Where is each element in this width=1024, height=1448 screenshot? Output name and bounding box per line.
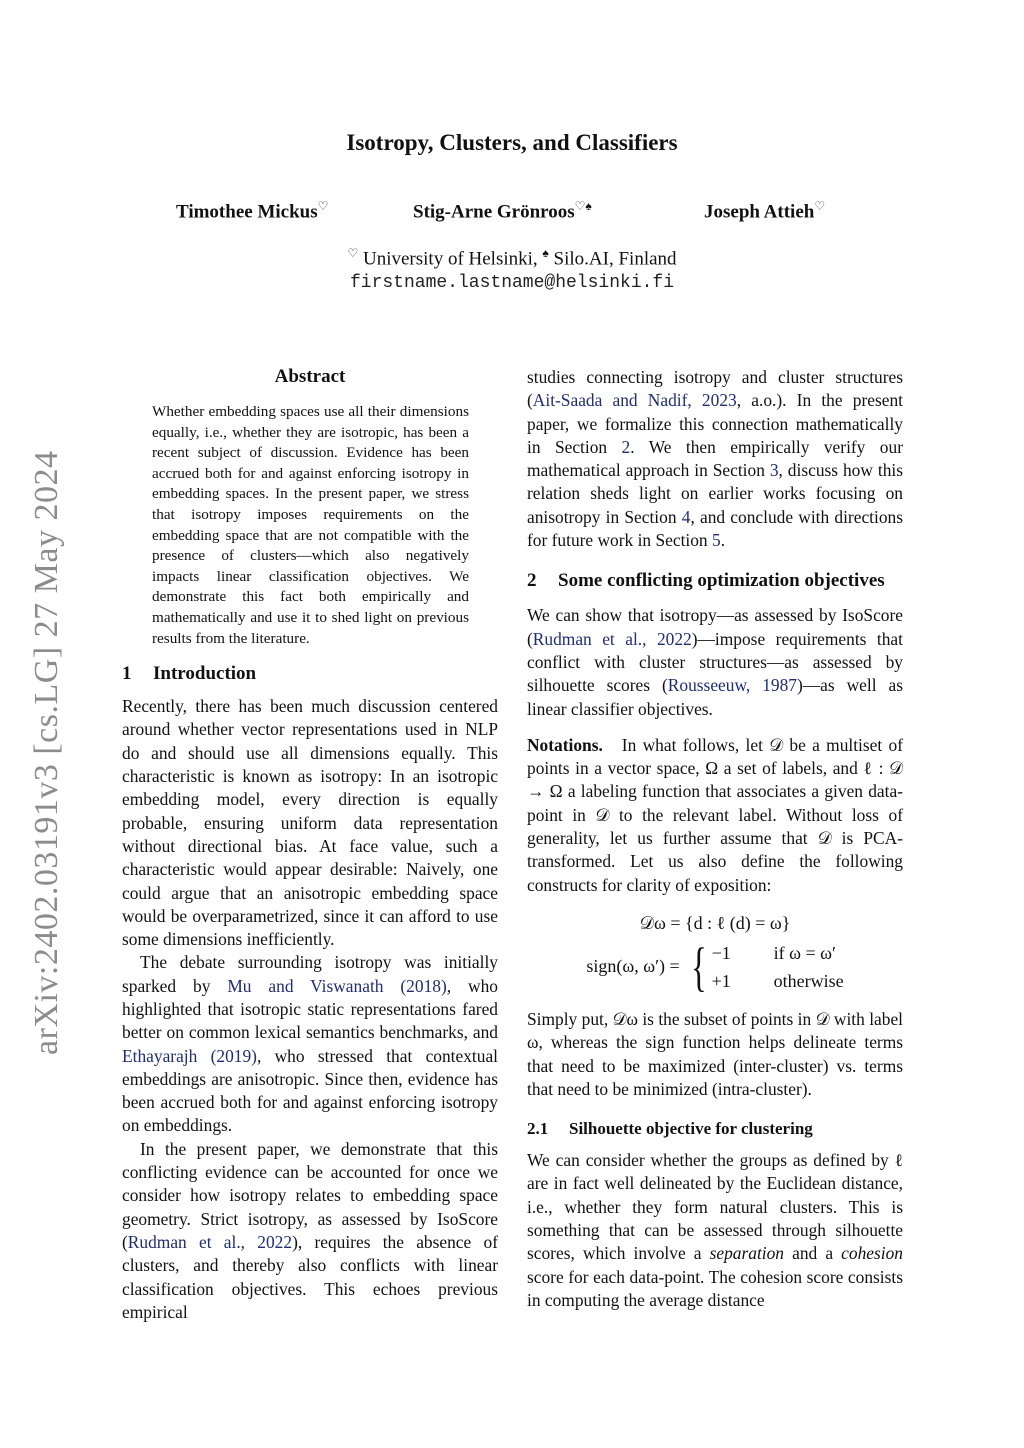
affiliation-mark: ♡♠ xyxy=(574,199,592,213)
affiliation-mark: ♡ xyxy=(814,199,826,213)
email-address: firstname.lastname@helsinki.fi xyxy=(349,273,675,293)
citation-link[interactable]: Rudman et al., 2022 xyxy=(532,628,692,649)
citation-link[interactable]: Ait-Saada and Nadif, 2023 xyxy=(532,390,737,411)
case-condition: otherwise xyxy=(773,970,844,991)
author-1 xyxy=(176,199,328,223)
section-2-paragraph-2: Simply put, 𝒟ω is the subset of points in 𝒟 with label ω, whereas the sign function helps delineate terms that need to be maximized (inter-cluster) vs. terms that need to be minimized (intra-cluster). xyxy=(527,1008,903,1099)
section-ref-link[interactable]: 5 xyxy=(711,530,721,551)
section-2-paragraph-1: We can show that isotropy—as assessed by IsoScore (Rudman et al., 2022)—impose requirements that conflict with cluster structures—as assessed by silhouette scores (Rousseeuw, 1987)—as well as linear classifier objectives. xyxy=(527,605,903,719)
section-1-heading xyxy=(122,663,498,685)
case-value: −1 xyxy=(711,942,731,963)
affiliation-1: University of Helsinki, xyxy=(362,248,538,270)
section-number: 1 xyxy=(122,663,132,685)
case-value: +1 xyxy=(711,970,731,991)
heart-mark: ♡ xyxy=(347,246,359,260)
author-2 xyxy=(413,199,592,223)
intro-paragraph-1: Recently, there has been much discussion centered around whether vector representations used in NLP do and should use all dimensions equally. This characteristic is known as isotropy: In an isotropic embedding model, every direction is equally probable, ensuring uniform data representation without directional bias. At face value, such a characteristic would appear desirable: Naively, one could argue that an anisotropic embedding space would be overparametrized, since it can afford to use some dimensions inefficiently. xyxy=(122,696,498,950)
affiliation-2: Silo.AI, Finland xyxy=(553,248,677,270)
right-column xyxy=(527,366,903,1312)
emphasis: cohesion xyxy=(841,1243,903,1264)
abstract-heading: Abstract xyxy=(274,366,346,387)
intro-paragraph-3: In the present paper, we demonstrate that this conflicting evidence can be accounted for once we consider how isotropy relates to embedding space geometry. Strict isotropy, as assessed by IsoScore (Rudman et al., 2022), requires the absence of clusters, and thereby also conflicts with linear classification objectives. This echoes previous empirical xyxy=(122,1138,498,1322)
author-3 xyxy=(704,199,825,223)
citation-link[interactable]: Ethayarajh (2019) xyxy=(122,1045,257,1066)
citation-link[interactable]: Rudman et al., 2022 xyxy=(127,1231,293,1252)
section-ref-link[interactable]: 3 xyxy=(769,460,779,481)
left-column xyxy=(122,366,498,1324)
affiliation-mark: ♡ xyxy=(317,199,329,213)
section-ref-link[interactable]: 4 xyxy=(681,506,691,527)
author-name: Stig-Arne Grönroos xyxy=(413,201,575,223)
affiliations xyxy=(0,246,1024,270)
author-name: Joseph Attieh xyxy=(704,201,815,223)
arxiv-side-label: arXiv:2402.03191v3 [cs.LG] 27 May 2024 xyxy=(28,450,65,1055)
author-name: Timothee Mickus xyxy=(176,201,318,223)
brace-symbol: { xyxy=(690,936,707,997)
equation-lhs: sign(ω, ω′) = xyxy=(586,956,680,977)
section-number: 2.1 xyxy=(527,1119,549,1139)
abstract-text: Whether embedding spaces use all their dimensions equally, i.e., whether they are isotropic, has been a recent subject of discussion. Evidence has been accrued both for and against enforcing isotropy in embedding spaces. In the present paper, we stress that isotropy imposes requirements on the embedding space that are not compatible with the presence of clusters—which also negatively impacts linear classification objectives. We demonstrate this fact both empirically and mathematically and use it to shed light on previous results from the literature. xyxy=(152,403,469,647)
section-title: Introduction xyxy=(153,663,257,685)
case-condition: if ω = ω′ xyxy=(773,942,836,963)
equation-sign xyxy=(527,936,903,997)
equation-d-omega: 𝒟ω = {d : ℓ (d) = ω} xyxy=(639,912,791,933)
intro-paragraph-2: The debate surrounding isotropy was initially sparked by Mu and Viswanath (2018), who highlighted that isotropic static representations fared better on common lexical semantics benchmarks, and Ethayarajh (2019), who stressed that contextual embeddings are anisotropic. Since then, evidence has been accrued both for and against enforcing isotropy on embeddings. xyxy=(122,952,499,1136)
section-title: Silhouette objective for clustering xyxy=(569,1119,813,1139)
notations-label: Notations. xyxy=(527,734,603,755)
citation-link[interactable]: Rousseeuw, 1987 xyxy=(667,675,797,696)
section-2-heading xyxy=(527,570,903,592)
equation-cases xyxy=(686,936,844,997)
subsection-2-1-heading xyxy=(527,1119,903,1139)
section-number: 2 xyxy=(527,570,537,592)
section-ref-link[interactable]: 2 xyxy=(621,436,631,457)
subsection-2-1-paragraph: We can consider whether the groups as defined by ℓ are in fact well delineated by the Euclidean distance, i.e., whether they form natural clusters. This is something that can be assessed through silhouette scores, which involve a separation and a cohesion score for each data-point. The cohesion score consists in computing the average distance xyxy=(527,1150,903,1310)
spade-mark: ♠ xyxy=(542,246,549,260)
intro-continuation: studies connecting isotropy and cluster structures (Ait-Saada and Nadif, 2023, a.o.). In the present paper, we formalize this connection mathematically in Section 2. We then empirically verify our mathematical approach in Section 3, discuss how this relation sheds light on earlier works focusing on anisotropy in Section 4, and conclude with directions for future work in Section 5. xyxy=(527,367,903,551)
emphasis: separation xyxy=(709,1243,785,1264)
notations-paragraph: Notations. In what follows, let 𝒟 be a multiset of points in a vector space, Ω a set of labels, and ℓ : 𝒟 → Ω a labeling function that associates a given data-point in 𝒟 to the relevant label. Without loss of generality, let us further assume that 𝒟 is PCA-transformed. Let us also define the following constructs for clarity of exposition: xyxy=(527,734,903,895)
paper-title: Isotropy, Clusters, and Classifiers xyxy=(346,130,678,155)
section-title: Some conflicting optimization objectives xyxy=(558,570,885,592)
citation-link[interactable]: Mu and Viswanath (2018) xyxy=(227,975,447,996)
